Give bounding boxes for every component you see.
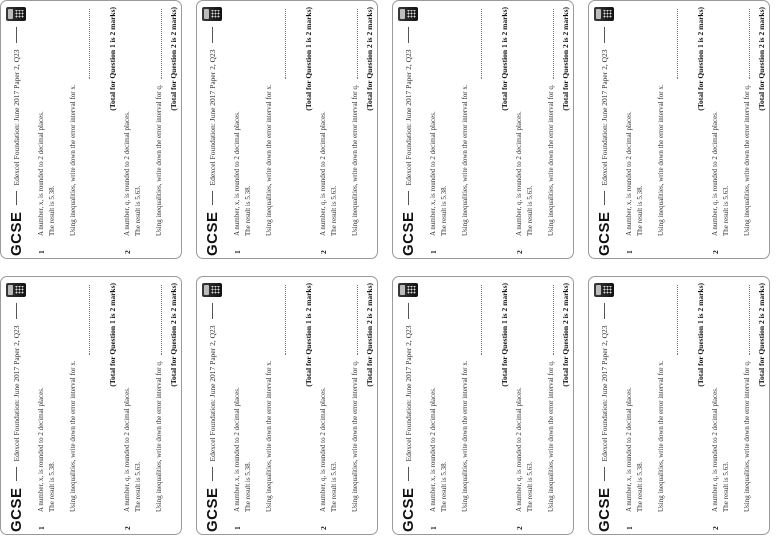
question-line: Using inequalities, write down the error interval for x. (461, 84, 469, 236)
header-rule (16, 27, 17, 43)
question-number: 2 (319, 526, 328, 530)
question-line: Using inequalities, write down the error interval for q. (155, 84, 163, 236)
question (37, 7, 107, 254)
question-line: The result is 5.63. (526, 461, 534, 512)
worksheet-card (0, 0, 182, 259)
worksheet-card (588, 276, 770, 535)
header-rule (604, 303, 605, 319)
question-number: 1 (625, 250, 634, 254)
card-header (5, 7, 27, 256)
question (429, 283, 499, 530)
header-divider (16, 467, 17, 481)
question (515, 7, 560, 254)
question-line: Using inequalities, write down the error interval for x. (69, 84, 77, 236)
header-rule (604, 27, 605, 43)
worksheet-card (0, 276, 182, 535)
question-text (233, 7, 276, 236)
question-number: 2 (515, 526, 524, 530)
question-line: The result is 5.38. (636, 461, 644, 512)
gcse-title: GCSE (203, 487, 221, 532)
question (625, 283, 695, 530)
question-total: (Total for Question 2 is 2 marks) (561, 283, 570, 387)
question-line: A number, q, is rounded to 2 decimal places. (711, 387, 719, 512)
exam-source: Edexcel Foundation: June 2017 Paper 2, Q23 (599, 49, 609, 186)
card-header (201, 283, 223, 532)
answer-line[interactable] (553, 285, 554, 355)
question-line: A number, x, is rounded to 2 decimal places. (625, 111, 633, 236)
question-line: Using inequalities, write down the error interval for q. (547, 84, 555, 236)
question-line: The result is 5.63. (722, 185, 730, 236)
header-rule (16, 303, 17, 319)
question-total: (Total for Question 1 is 2 marks) (696, 283, 705, 387)
answer-line[interactable] (161, 285, 162, 355)
header-divider (604, 467, 605, 481)
question (233, 7, 303, 254)
question-line: Using inequalities, write down the error interval for q. (743, 360, 751, 512)
answer-line[interactable] (285, 9, 286, 79)
exam-source: Edexcel Foundation: June 2017 Paper 2, Q23 (599, 325, 609, 462)
worksheet-card (392, 276, 574, 535)
question-text (711, 7, 754, 236)
question-line: The result is 5.63. (526, 185, 534, 236)
question-total: (Total for Question 1 is 2 marks) (108, 283, 117, 387)
calculator-icon (594, 283, 614, 297)
question-total: (Total for Question 2 is 2 marks) (757, 7, 766, 111)
header-rule (408, 27, 409, 43)
question-line: Using inequalities, write down the error interval for q. (351, 360, 359, 512)
question (233, 283, 303, 530)
card-content (1, 1, 182, 259)
question-text (123, 7, 166, 236)
question-number: 1 (625, 526, 634, 530)
question (625, 7, 695, 254)
exam-source: Edexcel Foundation: June 2017 Paper 2, Q23 (403, 49, 413, 186)
header-divider (212, 191, 213, 205)
question-line: A number, q, is rounded to 2 decimal places. (319, 387, 327, 512)
calculator-icon (6, 283, 26, 297)
question-text (429, 7, 472, 236)
question (319, 7, 364, 254)
question-total: (Total for Question 2 is 2 marks) (561, 7, 570, 111)
question-line: The result is 5.63. (134, 461, 142, 512)
answer-line[interactable] (481, 285, 482, 355)
card-content (1, 277, 182, 535)
header-divider (604, 191, 605, 205)
question-text (37, 283, 80, 512)
card-header (593, 283, 615, 532)
question-total: (Total for Question 2 is 2 marks) (169, 7, 178, 111)
card-header (5, 283, 27, 532)
question-line: Using inequalities, write down the error interval for x. (265, 84, 273, 236)
gcse-title: GCSE (203, 211, 221, 256)
question-line: Using inequalities, write down the error interval for q. (351, 84, 359, 236)
question-number: 2 (123, 526, 132, 530)
question-total: (Total for Question 2 is 2 marks) (757, 283, 766, 387)
question-text (319, 283, 362, 512)
question-line: Using inequalities, write down the error interval for x. (461, 360, 469, 512)
question-line: The result is 5.63. (330, 185, 338, 236)
answer-line[interactable] (89, 9, 90, 79)
question-line: Using inequalities, write down the error interval for q. (155, 360, 163, 512)
question-line: A number, x, is rounded to 2 decimal places. (429, 387, 437, 512)
calculator-icon (594, 7, 614, 21)
question-line: The result is 5.38. (244, 461, 252, 512)
question-line: A number, q, is rounded to 2 decimal places. (123, 111, 131, 236)
question-line: A number, x, is rounded to 2 decimal places. (233, 111, 241, 236)
header-divider (16, 191, 17, 205)
exam-source: Edexcel Foundation: June 2017 Paper 2, Q23 (11, 325, 21, 462)
question-number: 2 (515, 250, 524, 254)
card-header (397, 7, 419, 256)
exam-source: Edexcel Foundation: June 2017 Paper 2, Q23 (207, 325, 217, 462)
question-total: (Total for Question 1 is 2 marks) (500, 283, 509, 387)
answer-line[interactable] (677, 9, 678, 79)
gcse-title: GCSE (7, 211, 25, 256)
calculator-icon (202, 7, 222, 21)
card-header (201, 7, 223, 256)
header-rule (212, 27, 213, 43)
question-line: The result is 5.38. (48, 461, 56, 512)
question-line: Using inequalities, write down the error interval for q. (743, 84, 751, 236)
worksheet-card (588, 0, 770, 259)
question-text (37, 7, 80, 236)
exam-source: Edexcel Foundation: June 2017 Paper 2, Q23 (11, 49, 21, 186)
question-number: 2 (711, 250, 720, 254)
card-header (397, 283, 419, 532)
card-content (589, 277, 770, 535)
answer-line[interactable] (357, 285, 358, 355)
calculator-icon (202, 283, 222, 297)
question-total: (Total for Question 1 is 2 marks) (304, 283, 313, 387)
question-line: The result is 5.38. (48, 185, 56, 236)
question-line: The result is 5.38. (440, 185, 448, 236)
answer-line[interactable] (749, 9, 750, 79)
question-line: The result is 5.63. (722, 461, 730, 512)
question-line: The result is 5.63. (330, 461, 338, 512)
question-text (625, 7, 668, 236)
question-number: 1 (233, 250, 242, 254)
worksheet-card (196, 0, 378, 259)
question-line: Using inequalities, write down the error interval for x. (265, 360, 273, 512)
header-divider (408, 191, 409, 205)
question-line: A number, x, is rounded to 2 decimal places. (625, 387, 633, 512)
question-number: 1 (429, 526, 438, 530)
question-text (515, 7, 558, 236)
question (515, 283, 560, 530)
question-line: A number, q, is rounded to 2 decimal places. (515, 111, 523, 236)
question-line: The result is 5.63. (134, 185, 142, 236)
question (319, 283, 364, 530)
card-content (393, 1, 574, 259)
question-line: Using inequalities, write down the error interval for x. (657, 360, 665, 512)
question-line: A number, q, is rounded to 2 decimal places. (711, 111, 719, 236)
question-line: A number, x, is rounded to 2 decimal places. (233, 387, 241, 512)
question-number: 1 (429, 250, 438, 254)
question-number: 1 (233, 526, 242, 530)
question-number: 2 (711, 526, 720, 530)
exam-source: Edexcel Foundation: June 2017 Paper 2, Q23 (207, 49, 217, 186)
question-total: (Total for Question 2 is 2 marks) (365, 7, 374, 111)
question-total: (Total for Question 1 is 2 marks) (304, 7, 313, 111)
question-total: (Total for Question 2 is 2 marks) (365, 283, 374, 387)
question-text (233, 283, 276, 512)
question-line: The result is 5.38. (244, 185, 252, 236)
question (429, 7, 499, 254)
card-header (593, 7, 615, 256)
answer-line[interactable] (749, 285, 750, 355)
worksheet-card (196, 276, 378, 535)
question-total: (Total for Question 1 is 2 marks) (108, 7, 117, 111)
gcse-title: GCSE (7, 487, 25, 532)
answer-line[interactable] (285, 285, 286, 355)
question-total: (Total for Question 2 is 2 marks) (169, 283, 178, 387)
gcse-title: GCSE (399, 211, 417, 256)
answer-line[interactable] (553, 9, 554, 79)
question (711, 7, 756, 254)
gcse-title: GCSE (399, 487, 417, 532)
question-line: A number, q, is rounded to 2 decimal places. (123, 387, 131, 512)
question-line: The result is 5.38. (440, 461, 448, 512)
calculator-icon (398, 283, 418, 297)
question-line: A number, x, is rounded to 2 decimal places. (37, 111, 45, 236)
question-number: 2 (123, 250, 132, 254)
question-line: A number, q, is rounded to 2 decimal places. (515, 387, 523, 512)
question-line: A number, q, is rounded to 2 decimal places. (319, 111, 327, 236)
question (123, 283, 168, 530)
question-text (429, 283, 472, 512)
question-number: 2 (319, 250, 328, 254)
question (123, 7, 168, 254)
gcse-title: GCSE (595, 211, 613, 256)
header-rule (408, 303, 409, 319)
header-rule (212, 303, 213, 319)
header-divider (212, 467, 213, 481)
card-content (197, 277, 378, 535)
question-number: 1 (37, 526, 46, 530)
header-divider (408, 467, 409, 481)
question (37, 283, 107, 530)
question-line: The result is 5.38. (636, 185, 644, 236)
question-total: (Total for Question 1 is 2 marks) (696, 7, 705, 111)
card-content (197, 1, 378, 259)
question-total: (Total for Question 1 is 2 marks) (500, 7, 509, 111)
answer-line[interactable] (161, 9, 162, 79)
question-line: Using inequalities, write down the error interval for q. (547, 360, 555, 512)
exam-source: Edexcel Foundation: June 2017 Paper 2, Q23 (403, 325, 413, 462)
worksheet-card (392, 0, 574, 259)
question-text (319, 7, 362, 236)
calculator-icon (398, 7, 418, 21)
question-text (625, 283, 668, 512)
question-line: Using inequalities, write down the error interval for x. (69, 360, 77, 512)
gcse-title: GCSE (595, 487, 613, 532)
answer-line[interactable] (357, 9, 358, 79)
question-text (711, 283, 754, 512)
question-line: A number, x, is rounded to 2 decimal places. (429, 111, 437, 236)
question-line: Using inequalities, write down the error interval for x. (657, 84, 665, 236)
card-content (393, 277, 574, 535)
question-text (123, 283, 166, 512)
question-number: 1 (37, 250, 46, 254)
card-content (589, 1, 770, 259)
question-line: A number, x, is rounded to 2 decimal places. (37, 387, 45, 512)
answer-line[interactable] (89, 285, 90, 355)
answer-line[interactable] (481, 9, 482, 79)
calculator-icon (6, 7, 26, 21)
question-text (515, 283, 558, 512)
answer-line[interactable] (677, 285, 678, 355)
question (711, 283, 756, 530)
